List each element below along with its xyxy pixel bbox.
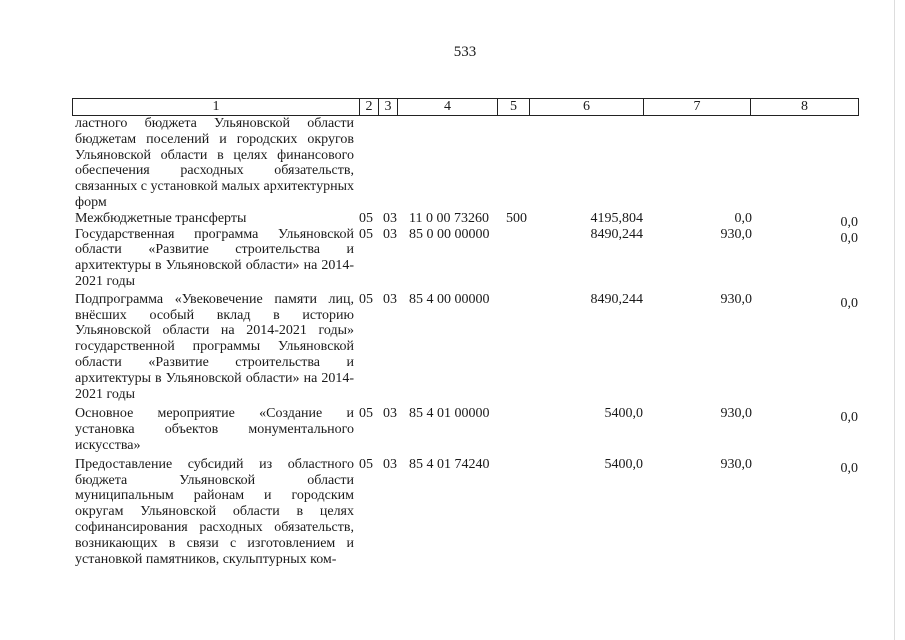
- target-article-code: 85 4 00 00000: [409, 291, 490, 307]
- row-description: Основное мероприятие «Создание и установка объектов монументального искусства»: [75, 406, 354, 453]
- row-description: Подпрограмма «Увековечение памяти лиц, внёсших особый вклад в историю Ульяновской области на 2014-2021 годы» государственной программы Ульяновской области «Развитие строительства и архитектуры в Ульяновской области» на 2014-2021 годы: [75, 291, 354, 402]
- column-header-2: 2: [360, 99, 379, 116]
- page-number: 533: [453, 44, 477, 60]
- target-article-code: 85 4 01 00000: [409, 406, 490, 422]
- amount-col-7: 0,0: [734, 210, 752, 226]
- table-row: [0, 227, 905, 290]
- column-header-3: 3: [379, 99, 398, 116]
- target-article-code: 85 0 00 00000: [409, 226, 490, 242]
- scan-edge-line: [894, 0, 895, 640]
- column-header-4: 4: [398, 99, 498, 116]
- table-row: [0, 457, 905, 568]
- table-header: [72, 98, 859, 116]
- amount-col-6: 8490,244: [590, 291, 643, 307]
- section-code: 05: [359, 291, 373, 307]
- amount-col-7: 930,0: [720, 226, 752, 242]
- amount-col-6: 5400,0: [604, 456, 643, 472]
- column-header-7: 7: [644, 99, 751, 116]
- subsection-code: 03: [383, 456, 397, 472]
- amount-col-8: 0,0: [840, 295, 858, 311]
- column-header-1: 1: [73, 99, 360, 116]
- column-header-6: 6: [530, 99, 644, 116]
- target-article-code: 85 4 01 74240: [409, 456, 490, 472]
- section-code: 05: [359, 210, 373, 226]
- subsection-code: 03: [383, 226, 397, 242]
- table-body: [0, 116, 905, 567]
- row-description: ластного бюджета Ульяновской области бюджетам поселений и городских округов Ульяновской области в целях финансового обеспечения расходных обязательств, связанных с установкой малых архитектурных форм: [75, 116, 354, 210]
- expense-type-code: 500: [506, 210, 527, 226]
- subsection-code: 03: [383, 291, 397, 307]
- amount-col-6: 5400,0: [604, 406, 643, 422]
- amount-col-8: 0,0: [840, 230, 858, 246]
- subsection-code: 03: [383, 406, 397, 422]
- amount-col-7: 930,0: [720, 406, 752, 422]
- amount-col-8: 0,0: [840, 214, 858, 230]
- row-description: Государственная программа Ульяновской области «Развитие строительства и архитектуры в Ульяновской области» на 2014-2021 годы: [75, 226, 354, 289]
- subsection-code: 03: [383, 210, 397, 226]
- section-code: 05: [359, 406, 373, 422]
- row-description: Предоставление субсидий из областного бюджета Ульяновской области муниципальным районам и городским округам Ульяновской области в целях софинансирования расходных обязательств, возникающих в связи с изготовлением и установкой памятников, скульптурных ком-: [75, 456, 354, 567]
- column-header-8: 8: [751, 99, 859, 116]
- table-row: [0, 292, 905, 403]
- row-description: Межбюджетные трансферты: [75, 210, 247, 226]
- amount-col-8: 0,0: [840, 410, 858, 426]
- column-header-5: 5: [498, 99, 530, 116]
- table-row: [0, 406, 905, 453]
- amount-col-8: 0,0: [840, 460, 858, 476]
- amount-col-7: 930,0: [720, 291, 752, 307]
- amount-col-6: 4195,804: [590, 210, 643, 226]
- target-article-code: 11 0 00 73260: [409, 210, 489, 226]
- amount-col-6: 8490,244: [590, 226, 643, 242]
- amount-col-7: 930,0: [720, 456, 752, 472]
- table-row: [0, 116, 905, 211]
- section-code: 05: [359, 456, 373, 472]
- section-code: 05: [359, 226, 373, 242]
- table-row: [0, 210, 905, 230]
